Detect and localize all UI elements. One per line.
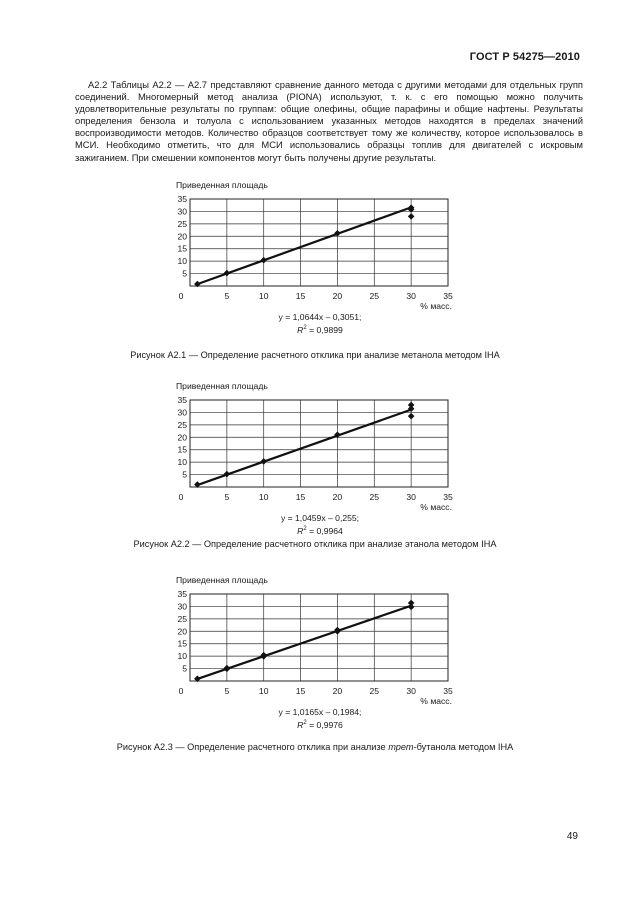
- x-tick-label: 0: [178, 492, 184, 502]
- y-tick-label: 30: [177, 206, 187, 217]
- data-point: [408, 604, 415, 611]
- y-tick-label: 5: [182, 663, 187, 674]
- x-tick-label: 15: [295, 686, 306, 696]
- x-tick-label: 25: [369, 492, 380, 502]
- y-tick-label: 35: [177, 194, 187, 204]
- y-tick-label: 15: [177, 243, 187, 254]
- regression-equation: y = 1,0165x – 0,1984;: [278, 707, 362, 717]
- x-tick-label: 15: [295, 492, 306, 502]
- page-number: 49: [566, 831, 578, 842]
- data-point: [408, 413, 415, 420]
- x-tick-label: 20: [332, 686, 343, 696]
- x-tick-label: 30: [406, 686, 416, 696]
- y-tick-label: 25: [177, 419, 187, 430]
- x-tick-label: 15: [295, 291, 306, 301]
- caption-a2-3-after: -бутанола методом IHA: [413, 742, 514, 752]
- chart-a2-1: [0, 176, 630, 351]
- y-tick-label: 30: [177, 601, 187, 612]
- r-squared-exponent: 2: [303, 325, 307, 331]
- y-tick-label: 25: [177, 218, 187, 229]
- y-tick-label: 15: [177, 638, 187, 649]
- r-squared-value: = 0,9899: [306, 325, 343, 335]
- caption-a2-3-before: Рисунок А2.3 — Определение расчетного отклика при анализе: [116, 742, 389, 752]
- regression-equation: y = 1,0644x – 0,3051;: [278, 312, 362, 322]
- x-tick-label: 35: [443, 686, 453, 696]
- x-tick-label: 25: [369, 686, 380, 696]
- r-squared: [297, 325, 343, 335]
- y-tick-label: 10: [177, 457, 187, 468]
- x-tick-label: 5: [224, 291, 230, 301]
- y-tick-label: 20: [177, 626, 187, 637]
- figure-a2-3: [0, 571, 630, 731]
- y-tick-label: 30: [177, 407, 187, 418]
- caption-a2-2: Рисунок А2.2 — Определение расчетного отклика при анализе этанола методом IHA: [133, 539, 497, 549]
- y-tick-label: 5: [182, 469, 187, 480]
- x-tick-label: 0: [178, 291, 184, 301]
- x-axis-label: % масс.: [420, 301, 452, 311]
- x-axis-label: % масс.: [420, 502, 452, 512]
- r-squared: [297, 526, 343, 536]
- caption-a2-3-italic: трет: [388, 742, 414, 752]
- chart-a2-3: [0, 571, 630, 746]
- standard-header: ГОСТ Р 54275—2010: [469, 51, 580, 63]
- r-squared-symbol: R: [297, 720, 304, 730]
- x-tick-label: 10: [258, 686, 269, 696]
- data-point: [408, 213, 415, 220]
- caption-a2-3: [0, 742, 630, 752]
- r-squared: [297, 720, 343, 730]
- chart-title: Приведенная площадь: [176, 381, 268, 391]
- y-tick-label: 20: [177, 231, 187, 242]
- x-tick-label: 0: [178, 686, 184, 696]
- x-tick-label: 10: [258, 492, 269, 502]
- r-squared-exponent: 2: [303, 526, 307, 532]
- r-squared-exponent: 2: [303, 720, 307, 726]
- x-tick-label: 5: [224, 686, 230, 696]
- x-tick-label: 35: [443, 291, 453, 301]
- x-tick-label: 20: [332, 492, 343, 502]
- chart-title: Приведенная площадь: [176, 575, 268, 585]
- x-axis-label: % масс.: [420, 696, 452, 706]
- data-point: [260, 458, 267, 465]
- y-tick-label: 35: [177, 395, 187, 405]
- chart-a2-2: [0, 377, 630, 552]
- x-tick-label: 35: [443, 492, 453, 502]
- data-point: [260, 257, 267, 264]
- regression-equation: y = 1,0459x – 0,255;: [280, 513, 360, 523]
- x-tick-label: 30: [406, 291, 416, 301]
- y-tick-label: 20: [177, 432, 187, 443]
- chart-title: Приведенная площадь: [176, 180, 268, 190]
- y-tick-label: 25: [177, 613, 187, 624]
- r-squared-value: = 0,9964: [306, 526, 343, 536]
- r-squared-value: = 0,9976: [306, 720, 343, 730]
- y-tick-label: 10: [177, 651, 187, 662]
- figure-a2-2: [0, 377, 630, 537]
- caption-a2-1: Рисунок А2.1 — Определение расчетного отклика при анализе метанола методом IHA: [130, 350, 500, 360]
- r-squared-symbol: R: [297, 526, 304, 536]
- x-tick-label: 20: [332, 291, 343, 301]
- paragraph-a2-2: А2.2 Таблицы А2.2 — А2.7 представляют сравнение данного метода с другими методами для отдельных групп соединений. Многомерный метод анализа (PIONA) используют, т. к. с его помощью можно получить удовлетворительные результаты по группам: общие олефины, общие парафины и общие нафтены. Результаты определения бензола и толуола с использованием указанных методов находятся в пределах значений воспроизводимости методов. Количество образцов соответствует тому же количеству, которое использовалось в МСИ. Необходимо отметить, что для МСИ использовались образцы топлив для двигателей с искровым зажиганием. При смешении компонентов могут быть получены другие результаты.: [75, 79, 583, 163]
- y-tick-label: 15: [177, 444, 187, 455]
- figure-a2-1: [0, 176, 630, 336]
- x-tick-label: 10: [258, 291, 269, 301]
- y-tick-label: 5: [182, 268, 187, 279]
- x-tick-label: 30: [406, 492, 416, 502]
- x-tick-label: 5: [224, 492, 230, 502]
- y-tick-label: 10: [177, 256, 187, 267]
- y-tick-label: 35: [177, 589, 187, 599]
- x-tick-label: 25: [369, 291, 380, 301]
- r-squared-symbol: R: [297, 325, 304, 335]
